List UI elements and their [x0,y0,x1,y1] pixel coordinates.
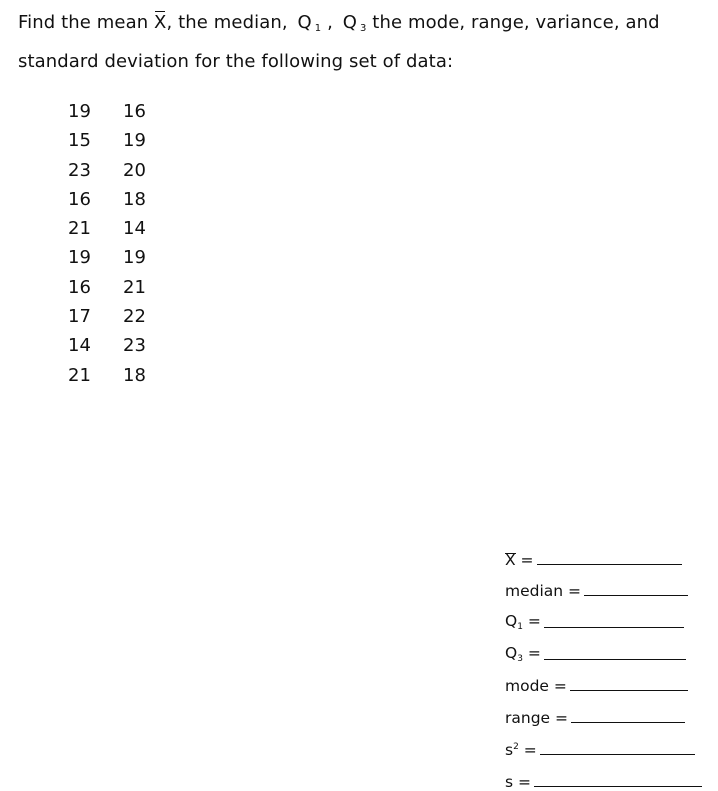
data-row [68,126,178,155]
variance-label: $s^2$ = [505,740,537,759]
mode-label: mode = [505,677,567,696]
q1-answer-row [505,600,702,632]
std-dev-label: s = [505,772,531,791]
prompt-text-1: Find the mean [18,12,155,33]
mode-blank[interactable] [570,680,688,691]
data-value: 14 [68,335,91,357]
q3-blank[interactable] [544,649,686,660]
q1-label: Q1 = [505,612,541,633]
data-row [68,214,178,243]
range-answer-row [505,695,702,727]
data-row [68,302,178,331]
std-dev-blank[interactable] [534,776,702,787]
data-row [68,243,178,272]
range-label: range = [505,709,568,728]
data-row [68,156,178,185]
data-row [68,185,178,214]
q3-answer-row [505,632,702,664]
data-value: 17 [68,306,91,328]
data-value: 19 [123,247,146,269]
q1-blank[interactable] [544,617,684,628]
median-blank[interactable] [584,585,688,596]
prompt-separator: , [321,12,339,33]
q3-label: Q3 = [505,643,541,664]
data-value: 19 [123,130,146,152]
data-value: 16 [123,101,146,122]
mean-answer-row: X = [505,537,702,569]
data-row [68,97,178,126]
std-dev-answer-row [505,759,702,791]
mean-blank[interactable] [537,554,682,565]
median-answer-row [505,569,702,601]
data-value: 21 [123,276,146,298]
variance-blank[interactable] [540,744,695,755]
prompt-text-2: , the median, [166,12,294,33]
variance-answer-row [505,727,702,759]
range-blank[interactable] [571,712,685,723]
answer-section [505,537,702,791]
data-value: 19 [68,247,91,269]
data-table [68,97,178,390]
data-row [68,331,178,360]
median-label: median = [505,582,582,601]
data-value: 21 [68,364,91,386]
data-row [68,273,178,302]
data-row [68,361,178,390]
data-value: 14 [123,218,146,240]
q1-symbol: Q $_1$ [297,12,322,34]
data-value: 20 [123,159,146,181]
x-bar-symbol: X [154,6,166,39]
data-value: 18 [123,364,146,386]
data-value: 15 [68,130,91,152]
data-value: 16 [68,276,91,298]
q3-symbol: Q $_3$ [342,12,367,34]
data-value: 18 [123,188,146,210]
mean-symbol: X [505,550,516,569]
data-value: 23 [123,335,146,357]
data-value: 19 [68,101,91,122]
mode-answer-row [505,664,702,696]
data-value: 22 [123,306,146,328]
data-value: 16 [68,188,91,210]
data-value: 23 [68,159,91,181]
problem-statement [18,6,710,78]
prompt-text-3: the mode, range, variance, and standard deviation for the following set of data: [18,12,660,72]
data-value: 21 [68,218,91,240]
